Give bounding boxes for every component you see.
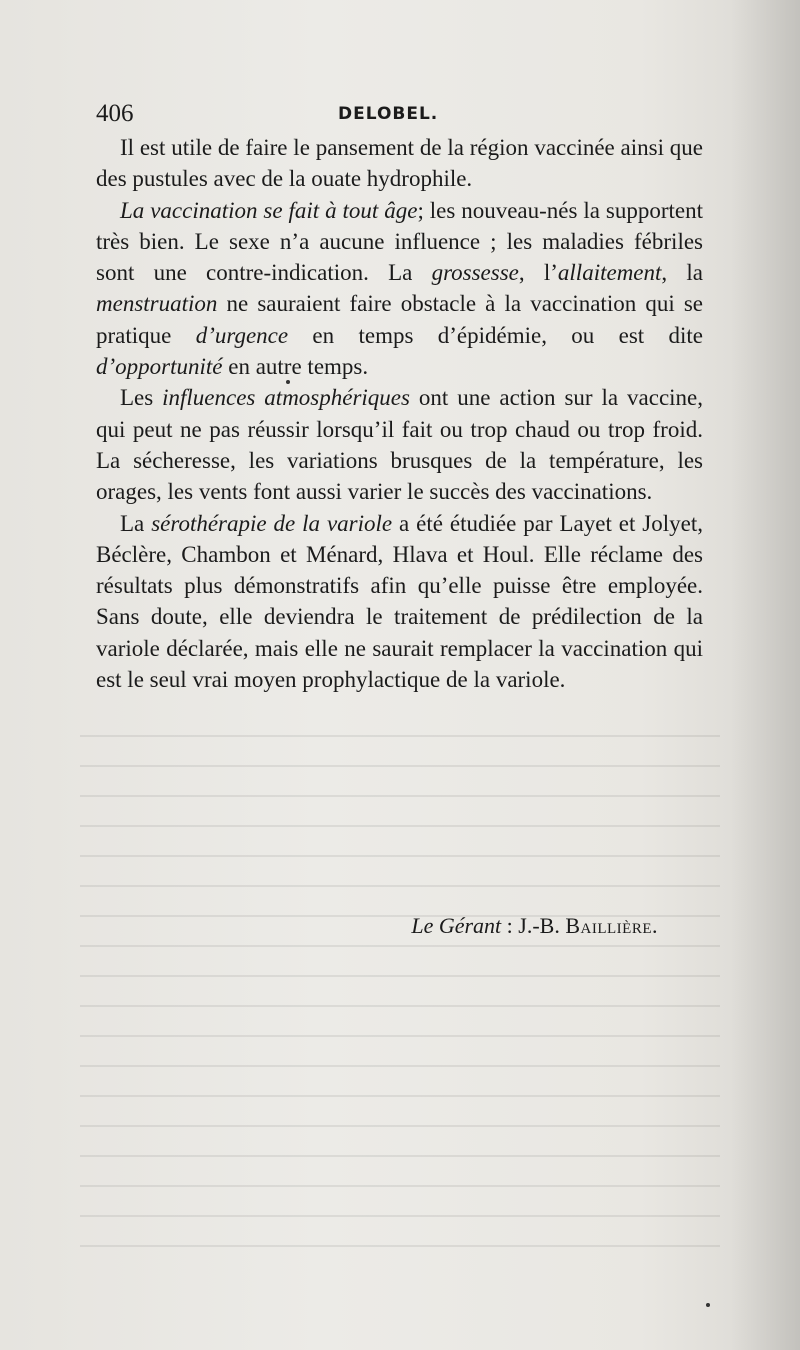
paragraph-influences: Les influences atmosphériques ont une action sur la vaccine, qui peut ne pas réussir lorsqu’il fait ou trop chaud ou trop froid. La sécheresse, les variations brusques de la température, les orages, les vents font aussi varier le succès des vaccinations. bbox=[96, 385, 704, 505]
paragraph-vaccination-age: La vaccination se fait à tout âge; les nouveau-nés la supportent très bien. Le sexe n’a aucune influence ; les maladies fébriles sont une contre-indication. La grossesse, l’allaitement, la menstruation ne sauraient faire obstacle à la vaccination qui se pratique d’urgence en temps d’épidémie, ou est dite d’opportunité en autre temps. bbox=[96, 197, 703, 380]
page-header bbox=[96, 96, 706, 132]
page-edge-shadow bbox=[730, 0, 800, 1350]
signature-title: Le Gérant bbox=[411, 913, 502, 938]
page-number: 406 bbox=[96, 100, 134, 127]
show-through-texture bbox=[80, 735, 720, 1255]
ink-speck bbox=[286, 380, 290, 384]
italic-phrase: La vaccination se fait à tout âge bbox=[120, 197, 418, 223]
paragraph-pansement: Il est utile de faire le pansement de la région vaccinée ainsi que des pustules avec de la ouate hydrophile. bbox=[96, 135, 703, 192]
body-text bbox=[96, 132, 703, 695]
italic-term: influences atmosphériques bbox=[162, 385, 410, 411]
italic-term: allaitement bbox=[557, 260, 662, 286]
signature-line: Le Gérant : J.-B. Baillière. bbox=[411, 913, 658, 938]
italic-term: d’urgence bbox=[195, 322, 289, 348]
italic-term: sérothérapie de la variole bbox=[151, 510, 393, 536]
ink-speck bbox=[706, 1303, 710, 1307]
italic-term: menstruation bbox=[96, 291, 218, 317]
signature-name: Baillière. bbox=[565, 913, 658, 938]
running-head: DELOBEL. bbox=[338, 104, 439, 124]
signature-initials: J.-B. bbox=[518, 913, 566, 938]
paragraph-serotherapie: La sérothérapie de la variole a été étudiée par Layet et Jolyet, Béclère, Chambon et Ménard, Hlava et Houl. Elle réclame des résultats plus démonstratifs afin qu’elle puisse être employée. Sans doute, elle deviendra le traitement de prédilection de la variole déclarée, mais elle ne saurait remplacer la vaccination qui est le seul vrai moyen prophylactique de la variole. bbox=[96, 510, 703, 693]
italic-term: d’opportunité bbox=[96, 354, 223, 380]
italic-term: grossesse bbox=[431, 260, 519, 286]
